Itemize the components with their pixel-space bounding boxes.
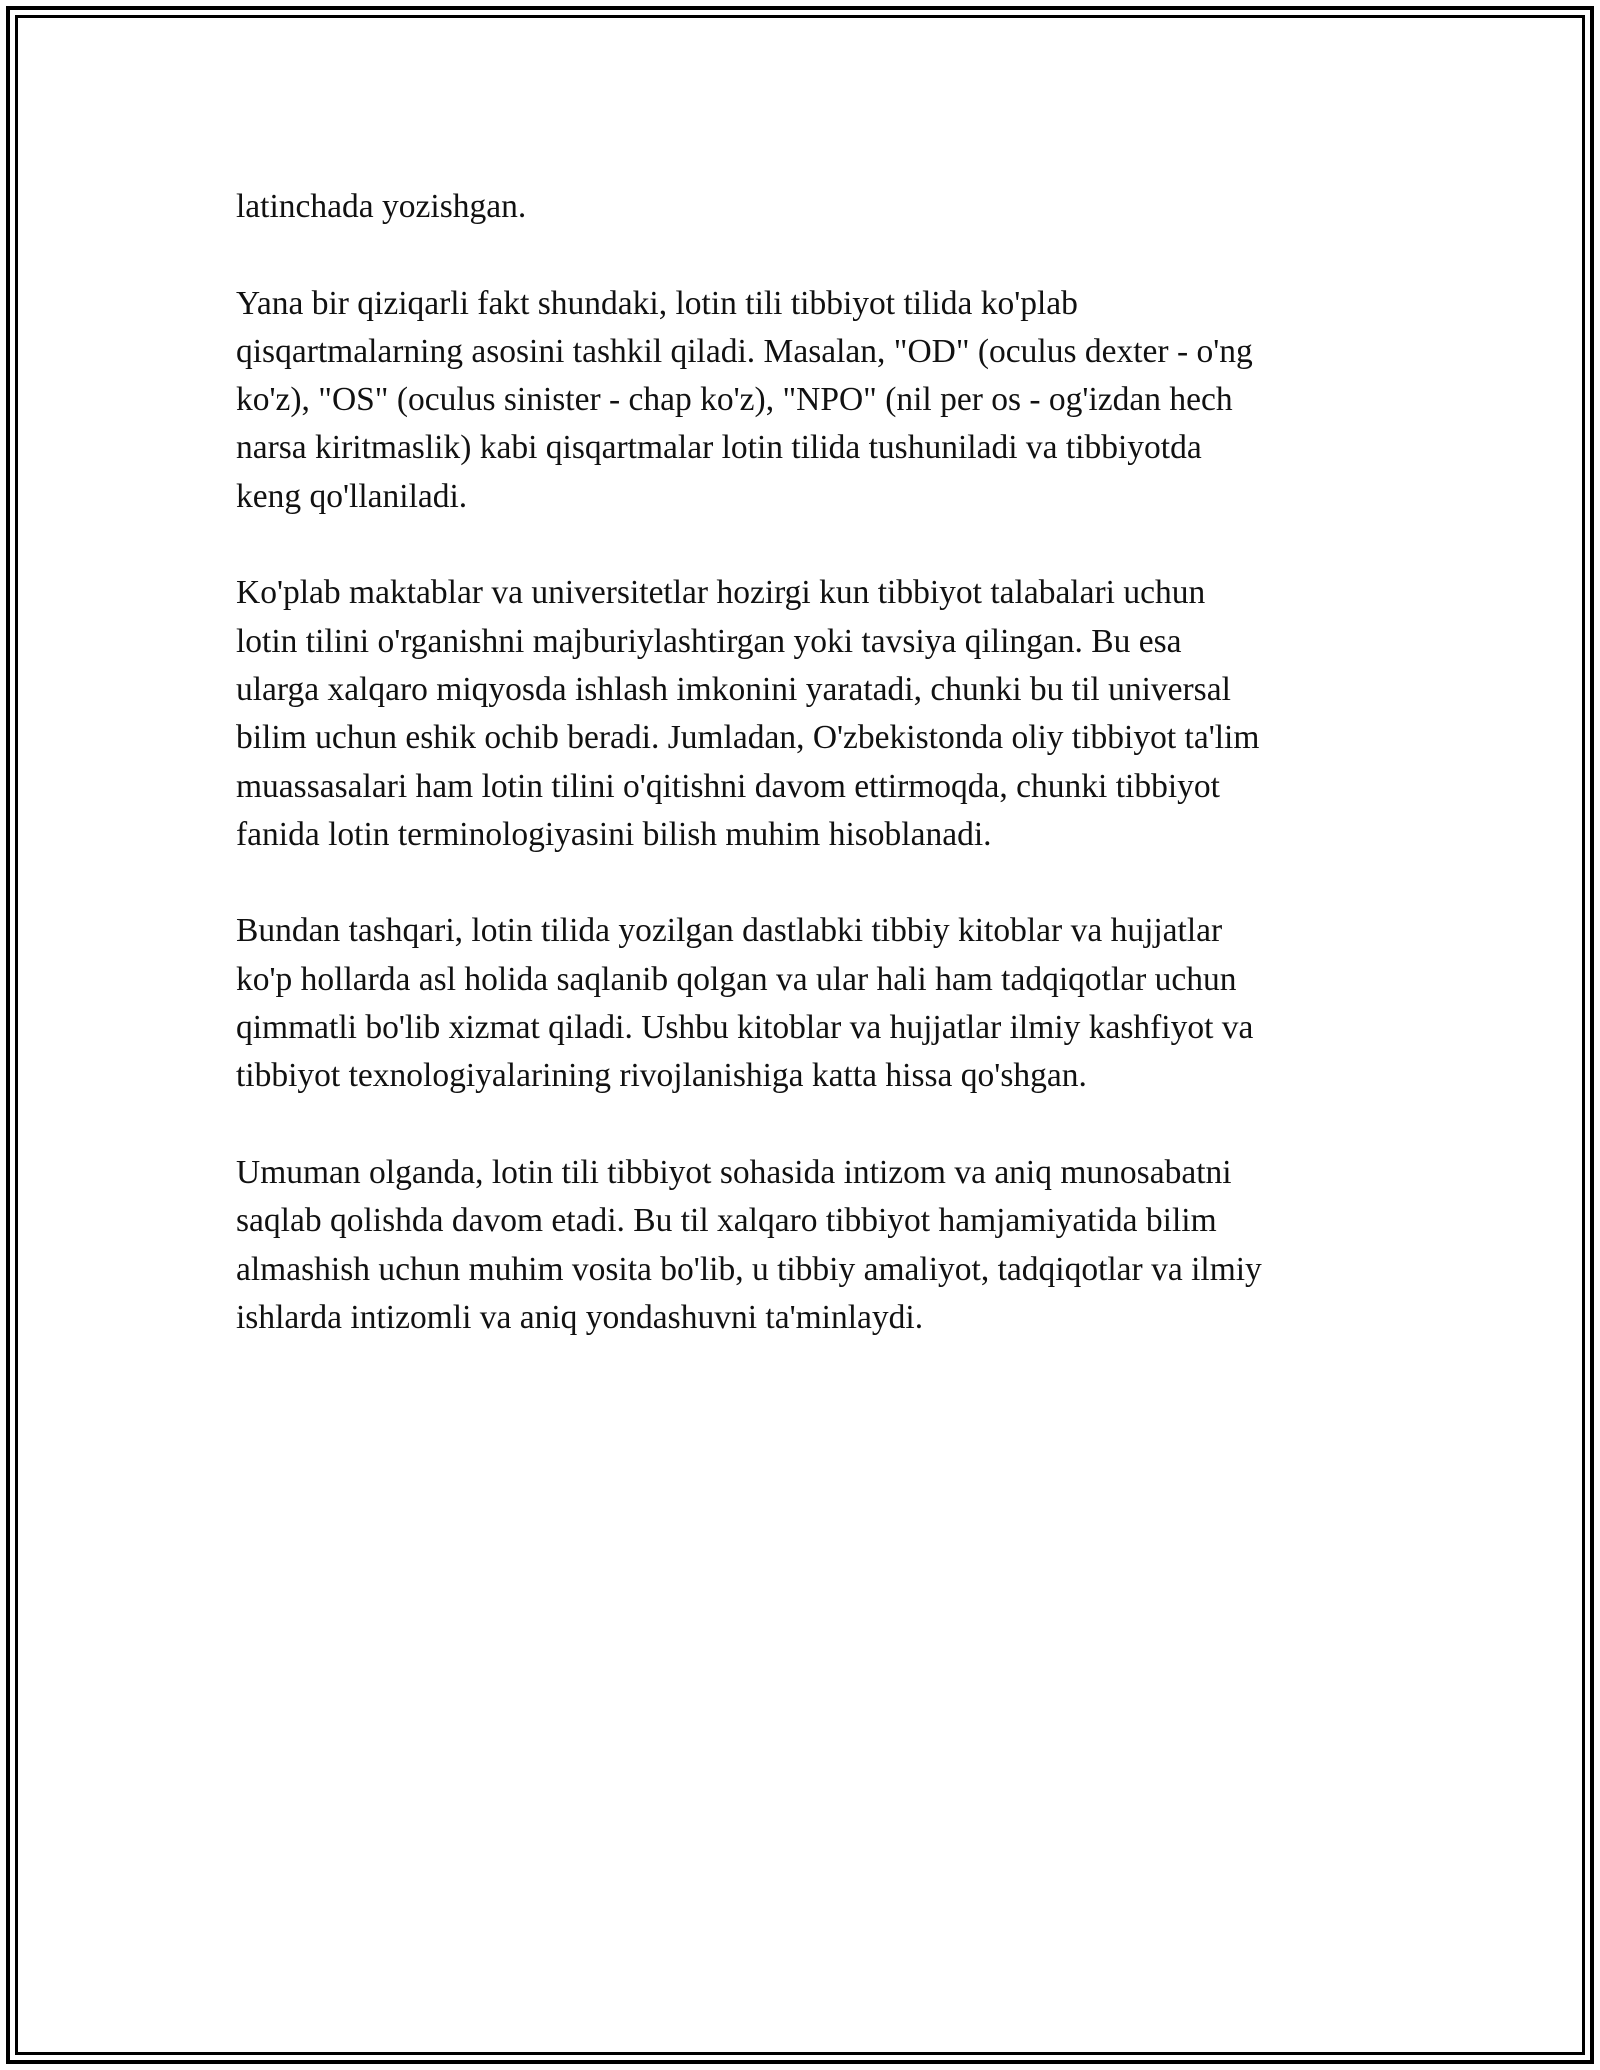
- paragraph-universities: Ko'plab maktablar va universitetlar hozirgi kun tibbiyot talabalari uchun lotin tilini o'rganishni majburiylashtirgan yoki tavsiya qilingan. Bu esa ularga xalqaro miqyosda ishlash imkonini yaratadi, chunki bu til universal bilim uchun eshik ochib beradi. Jumladan, O'zbekistonda oliy tibbiyot ta'lim muassasalari ham lotin tilini o'qitishni davom ettirmoqda, chunki tibbiyot fanida lotin terminologiyasini bilish muhim hisoblanadi.: [236, 574, 1260, 853]
- paragraph-conclusion: Umuman olganda, lotin tili tibbiyot sohasida intizom va aniq munosabatni saqlab qolishda davom etadi. Bu til xalqaro tibbiyot hamjamiyatida bilim almashish uchun muhim vosita bo'lib, u tibbiy amaliyot, tadqiqotlar va ilmiy ishlarda intizomli va aniq yondashuvni ta'minlaydi.: [236, 1153, 1262, 1336]
- paragraph-historical-books: Bundan tashqari, lotin tilida yozilgan dastlabki tibbiy kitoblar va hujjatlar ko'p hollarda asl holida saqlanib qolgan va ular hali ham tadqiqotlar uchun qimmatli bo'lib xizmat qiladi. Ushbu kitoblar va hujjatlar ilmiy kashfiyot va tibbiyot texnologiyalarining rivojlanishiga katta hissa qo'shgan.: [236, 912, 1254, 1095]
- paragraph-abbreviations: Yana bir qiziqarli fakt shundaki, lotin tili tibbiyot tilida ko'plab qisqartmalarning asosini tashkil qiladi. Masalan, "OD" (oculus dexter - o'ng ko'z), "OS" (oculus sinister - chap ko'z), "NPO" (nil per os - og'izdan hech narsa kiritmaslik) kabi qisqartmalar lotin tilida tushuniladi va tibbiyotda keng qo'llaniladi.: [236, 284, 1253, 515]
- document-body: [236, 183, 1366, 1390]
- paragraph-continuation: latinchada yozishgan.: [236, 188, 527, 225]
